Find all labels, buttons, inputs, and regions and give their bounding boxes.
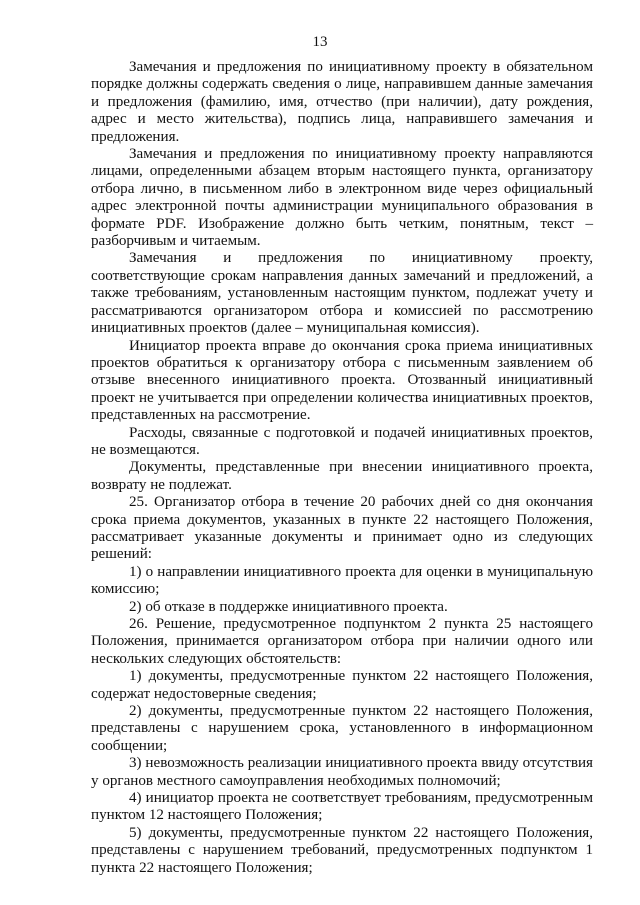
- paragraph: Инициатор проекта вправе до окончания срока приема инициативных проектов обратиться к организатору отбора с письменным заявлением об отзыве внесенного инициативного проекта. Отозванный инициативный проект не учитывается при определении количества инициативных проектов, представленных на рассмотрение.: [91, 337, 593, 424]
- paragraph: Замечания и предложения по инициативному проекту направляются лицами, определенными абзацем вторым настоящего пункта, организатору отбора лично, в письменном либо в электронном виде через официальный адрес электронной почты администрации муниципального образования в формате PDF. Изображение должно быть четким, понятным, текст – разборчивым и читаемым.: [91, 146, 593, 250]
- paragraph: 1) о направлении инициативного проекта для оценки в муниципальную комиссию;: [91, 563, 593, 598]
- paragraph: Замечания и предложения по инициативному проекту в обязательном порядке должны содержать сведения о лице, направившем данные замечания и предложения (фамилию, имя, отчество (при наличии), дату рождения, адрес и место жительства), подпись лица, направившего замечания и предложения.: [91, 59, 593, 145]
- paragraph: 1) документы, предусмотренные пунктом 22 настоящего Положения, содержат недостоверные сведения;: [91, 668, 593, 702]
- paragraph: 3) невозможность реализации инициативного проекта ввиду отсутствия у органов местного самоуправления необходимых полномочий;: [91, 755, 593, 789]
- paragraph: 2) об отказе в поддержке инициативного проекта.: [129, 598, 448, 615]
- paragraph: Расходы, связанные с подготовкой и подачей инициативных проектов, не возмещаются.: [91, 424, 593, 458]
- paragraph: 25. Организатор отбора в течение 20 рабочих дней со дня окончания срока приема документов, указанных в пункте 22 настоящего Положения, рассматривает указанные документы и принимает одно из следующих решений:: [91, 494, 593, 563]
- paragraph: 26. Решение, предусмотренное подпунктом 2 пункта 25 настоящего Положения, принимается организатором отбора при наличии одного или нескольких следующих обстоятельств:: [91, 616, 593, 667]
- paragraph: 4) инициатор проекта не соответствует требованиям, предусмотренным пунктом 12 настоящего Положения;: [91, 790, 593, 824]
- document-body: [91, 59, 593, 877]
- paragraph: 2) документы, предусмотренные пунктом 22 настоящего Положения, представлены с нарушением срока, установленного в информационном сообщении;: [91, 703, 593, 754]
- paragraph: Замечания и предложения по инициативному проекту, соответствующие срокам направления данных замечаний и предложений, а также требованиям, установленным настоящим пунктом, подлежат учету и рассматриваются организатором отбора и комиссией по рассмотрению инициативных проектов (далее – муниципальная комиссия).: [91, 250, 593, 337]
- paragraph: Документы, представленные при внесении инициативного проекта, возврату не подлежат.: [91, 459, 593, 493]
- page-number: 13: [312, 34, 328, 50]
- paragraph: 5) документы, предусмотренные пунктом 22 настоящего Положения, представлены с нарушением требований, предусмотренных подпунктом 1 пункта 22 настоящего Положения;: [91, 824, 593, 876]
